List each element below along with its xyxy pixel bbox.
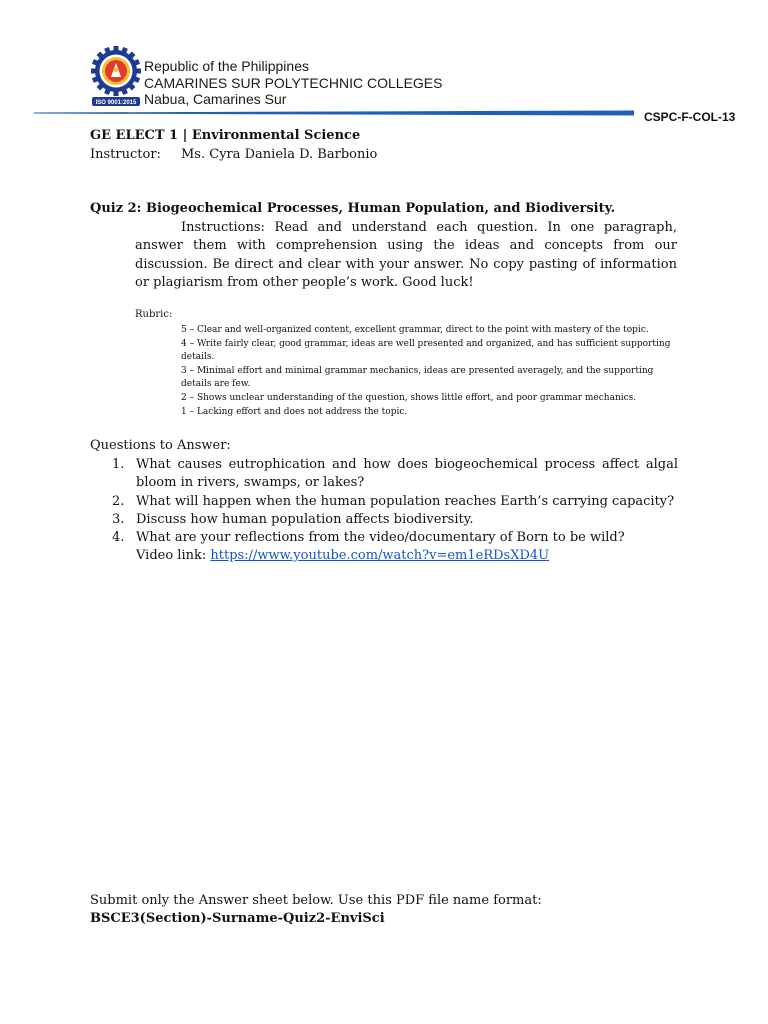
rubric-label: Rubric: [135,309,173,320]
filename-format: BSCE3(Section)-Surname-Quiz2-EnviSci [90,911,385,926]
rubric-item: 5 – Clear and well-organized content, excellent grammar, direct to the point with mastery of the topic. [181,325,649,335]
seal-text: ISO 9001:2015 [95,100,137,106]
org-line-country: Republic of the Philippines [144,58,309,74]
college-seal-logo [90,44,142,108]
header-divider [34,110,634,116]
quiz-instructions: Instructions: Read and understand each question. In one paragraph, answer them with comprehension using the ideas and concepts from our discussion. Be direct and clear with your answer. No copy pasting of information or plagiarism from other people’s work. Good luck! [135,220,677,290]
organization-header [144,58,442,108]
rubric-item: 1 – Lacking effort and does not address the topic. [181,406,408,417]
org-line-college: CAMARINES SUR POLYTECHNIC COLLEGES [144,74,443,91]
org-line-location: Nabua, Camarines Sur [144,91,287,107]
form-code: CSPC-F-COL-13 [644,110,736,124]
video-label: Video link: [136,548,211,564]
question-item [112,511,678,529]
question-text: What causes eutrophication and how does biogeochemical process affect algal bloom in rivers, swamps, or lakes? [136,457,678,491]
question-number: 4. [112,530,125,546]
instructor-name: Ms. Cyra Daniela D. Barbonio [181,147,378,162]
quiz-title: Quiz 2: Biogeochemical Processes, Human Population, and Biodiversity. [90,201,616,216]
questions-label: Questions to Answer: [90,438,231,453]
question-number: 2. [112,493,125,509]
rubric-item: 4 – Write fairly clear, good grammar, ideas are well presented and organized, and has sufficient supporting details. [181,338,671,363]
question-text: What are your reflections from the video/documentary of Born to be wild? [136,530,625,546]
video-link[interactable]: https://www.youtube.com/watch?v=em1eRDsXD4U [210,548,550,564]
rubric-item: 2 – Shows unclear understanding of the question, shows little effort, and poor grammar mechanics. [181,392,637,403]
question-item [112,529,678,566]
rubric-list [181,324,677,419]
question-item [112,456,678,493]
question-text: What will happen when the human population reaches Earth’s carrying capacity? [136,493,675,509]
question-item [112,493,678,511]
rubric-item: 3 – Minimal effort and minimal grammar mechanics, ideas are presented averagely, and the supporting details are few. [181,365,654,390]
instructor-label: Instructor: [90,147,161,162]
course-title: GE ELECT 1 | Environmental Science [90,128,361,143]
question-number: 3. [112,511,125,527]
questions-list [112,456,678,566]
submit-instructions: Submit only the Answer sheet below. Use this PDF file name format: [90,893,542,908]
question-text: Discuss how human population affects biodiversity. [136,511,474,527]
question-number: 1. [112,457,125,472]
